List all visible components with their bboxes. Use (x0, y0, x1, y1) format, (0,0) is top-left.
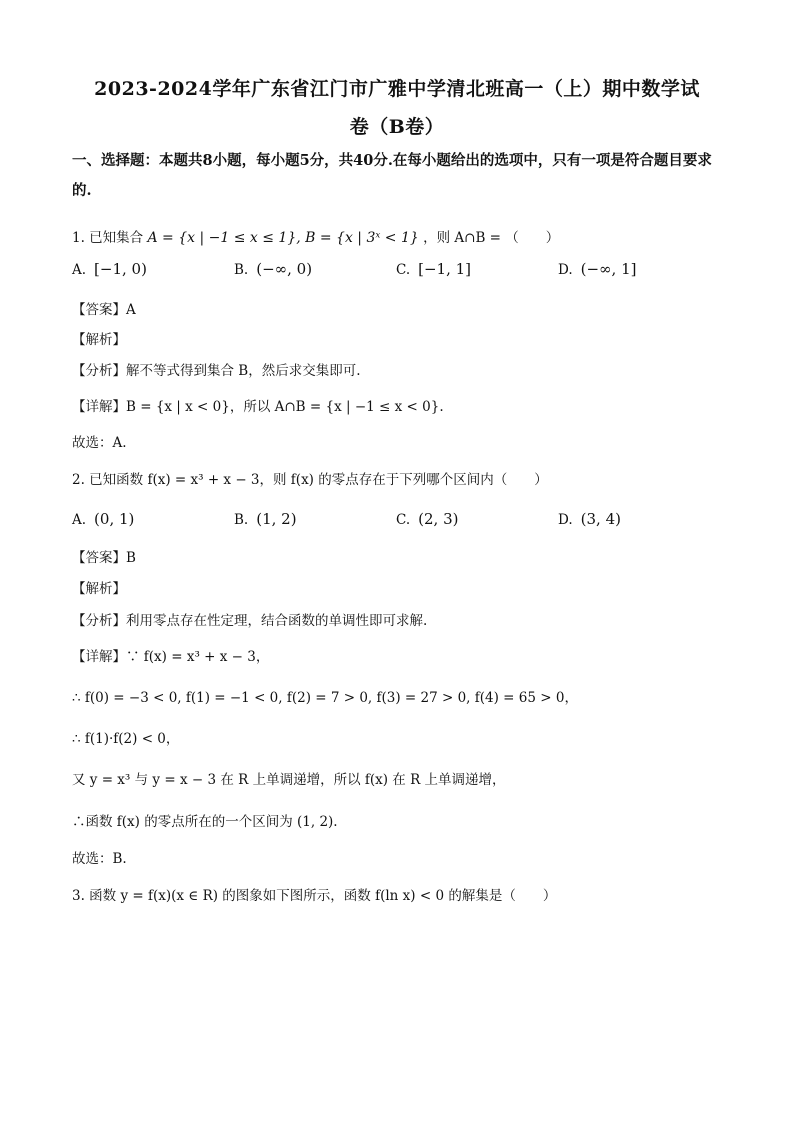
q1-stem-suffix: ，则 A∩B = （ ） (423, 230, 560, 246)
q2-option-c (396, 510, 458, 528)
q1-option-d (558, 260, 637, 278)
q2-jiexi: 【解析】 (72, 581, 126, 597)
q1-option-a (72, 260, 147, 278)
option-label: C. (396, 512, 411, 528)
option-value: (0, 1) (94, 510, 135, 528)
q1-option-c (396, 260, 471, 278)
q2-detail-1: 【详解】∵ f(x) = x³ + x − 3， (72, 649, 270, 665)
q1-option-b (234, 260, 312, 278)
q3-stem: 3. 函数 y = f(x)(x ∈ R) 的图象如下图所示，函数 f(ln x) < 0 的解集是（ ） (72, 888, 557, 904)
q2-option-b (234, 510, 297, 528)
option-value: (2, 3) (418, 510, 459, 528)
q1-choose: 故选：A. (72, 435, 127, 451)
q2-detail-5: ∴函数 f(x) 的零点所在的一个区间为 (1, 2). (72, 814, 338, 830)
q2-option-d (558, 510, 621, 528)
q1-detail: 【详解】B = {x | x < 0}，所以 A∩B = {x | −1 ≤ x < 0}. (72, 399, 444, 415)
q1-stem-prefix: 1. 已知集合 (72, 230, 144, 246)
option-label: A. (72, 262, 87, 278)
option-label: B. (234, 512, 249, 528)
option-value: (−∞, 0) (256, 260, 313, 278)
q2-detail-2: ∴ f(0) = −3 < 0, f(1) = −1 < 0, f(2) = 7 > 0, f(3) = 27 > 0, f(4) = 65 > 0， (72, 690, 578, 706)
exam-title-line1: 2023-2024学年广东省江门市广雅中学清北班高一（上）期中数学试 (94, 78, 700, 100)
q2-option-a (72, 510, 134, 528)
option-label: C. (396, 262, 411, 278)
option-label: D. (558, 512, 573, 528)
q1-stem-math: A = {x | −1 ≤ x ≤ 1}, B = {x | 3ˣ < 1} (147, 230, 419, 246)
option-label: A. (72, 512, 87, 528)
q1-answer: 【答案】A (72, 302, 136, 318)
option-value: (−∞, 1] (580, 260, 637, 278)
q2-stem: 2. 已知函数 f(x) = x³ + x − 3，则 f(x) 的零点存在于下列哪个区间内（ ） (72, 472, 548, 488)
option-value: [−1, 1] (418, 260, 472, 278)
q1-stem (72, 226, 559, 246)
q2-detail-3: ∴ f(1)·f(2) < 0， (72, 731, 180, 747)
exam-title-line2: 卷（B卷） (349, 116, 445, 138)
option-value: [−1, 0) (94, 260, 147, 278)
q2-analysis: 【分析】利用零点存在性定理，结合函数的单调性即可求解. (72, 613, 428, 629)
option-value: (3, 4) (580, 510, 621, 528)
q2-choose: 故选：B. (72, 851, 127, 867)
option-label: D. (558, 262, 573, 278)
q1-analysis: 【分析】解不等式得到集合 B，然后求交集即可. (72, 363, 361, 379)
section-heading: 一、选择题：本题共8小题，每小题5分，共40分.在每小题给出的选项中，只有一项是符合题目要求的. (72, 152, 712, 199)
option-value: (1, 2) (256, 510, 297, 528)
option-label: B. (234, 262, 249, 278)
q2-answer: 【答案】B (72, 550, 136, 566)
q1-jiexi: 【解析】 (72, 332, 126, 348)
q2-detail-4: 又 y = x³ 与 y = x − 3 在 R 上单调递增，所以 f(x) 在 R 上单调递增， (72, 772, 506, 788)
